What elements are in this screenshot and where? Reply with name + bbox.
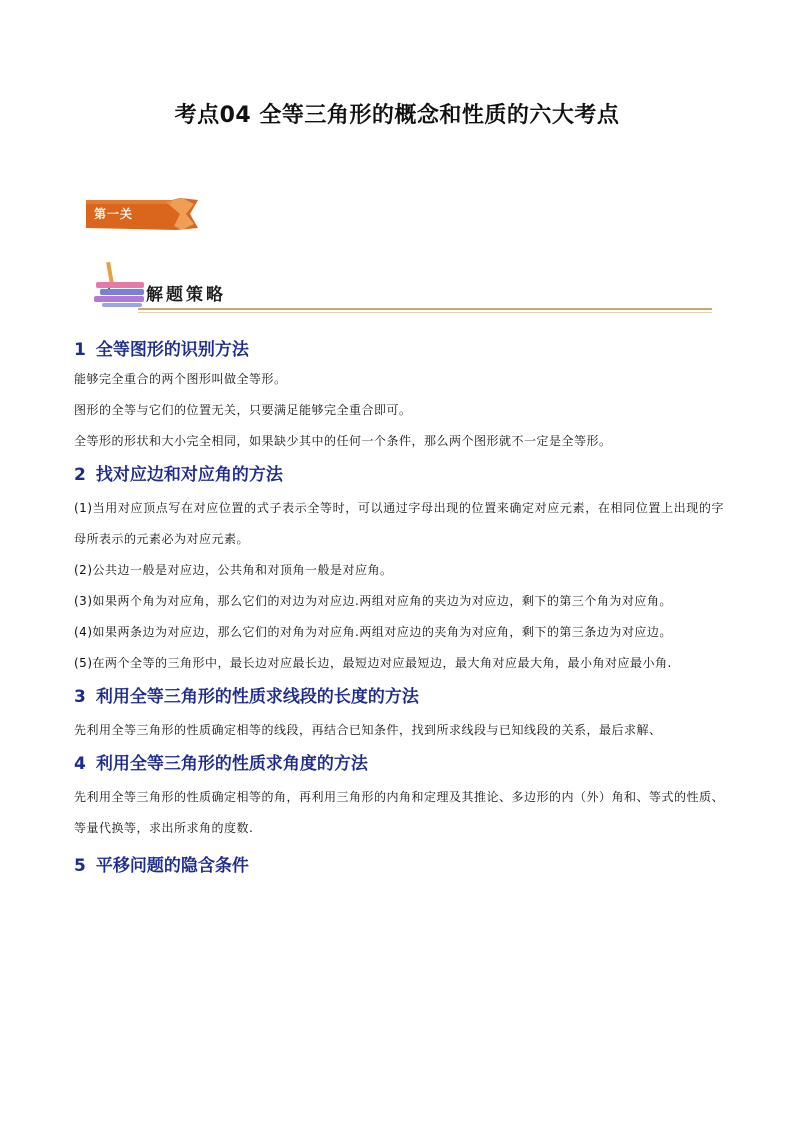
section-1 <box>74 336 724 457</box>
banner-label: 第一关 <box>94 207 134 221</box>
paragraph: 先利用全等三角形的性质确定相等的线段，再结合已知条件，找到所求线段与已知线段的关系，最后求解、 <box>74 723 662 737</box>
section-2 <box>74 461 724 679</box>
section-heading <box>74 683 724 711</box>
paragraph: (5)在两个全等的三角形中，最长边对应最长边，最短边对应最短边，最大角对应最大角，最小角对应最小角. <box>74 656 672 670</box>
section-3 <box>74 683 724 746</box>
section-heading <box>74 750 724 778</box>
section-title: 利用全等三角形的性质求角度的方法 <box>95 754 368 774</box>
strategy-label: 解题策略 <box>146 285 226 305</box>
paragraph: (1)当用对应顶点写在对应位置的式子表示全等时，可以通过字母出现的位置来确定对应元素，在相同位置上出现的字母所表示的元素必为对应元素。 <box>74 501 724 546</box>
paragraph: (3)如果两个角为对应角，那么它们的对边为对应边.两组对应角的夹边为对应边，剩下的第三个角为对应角。 <box>74 594 672 608</box>
section-title: 利用全等三角形的性质求线段的长度的方法 <box>95 687 419 707</box>
section-number: 4 <box>74 754 86 774</box>
strategy-underline <box>138 308 712 310</box>
section-number: 1 <box>74 340 86 360</box>
content <box>74 336 724 880</box>
section-number: 3 <box>74 687 86 707</box>
section-heading <box>74 852 724 880</box>
section-title: 平移问题的隐含条件 <box>95 856 249 876</box>
paragraph: (2)公共边一般是对应边，公共角和对顶角一般是对应角。 <box>74 563 393 577</box>
section-heading <box>74 461 724 489</box>
paragraph: 图形的全等与它们的位置无关，只要满足能够完全重合即可。 <box>74 403 412 417</box>
stage-banner <box>86 198 198 230</box>
section-title: 全等图形的识别方法 <box>95 340 249 360</box>
section-number: 2 <box>74 465 86 485</box>
paragraph: 先利用全等三角形的性质确定相等的角，再利用三角形的内角和定理及其推论、多边形的内（外）角和、等式的性质、等量代换等，求出所求角的度数. <box>74 790 725 835</box>
section-title: 找对应边和对应角的方法 <box>95 465 283 485</box>
strategy-header <box>94 260 714 312</box>
section-heading <box>74 336 724 364</box>
strategy-underline-thin <box>138 312 712 313</box>
section-5 <box>74 852 724 880</box>
paragraph: 全等形的形状和大小完全相同，如果缺少其中的任何一个条件，那么两个图形就不一定是全等形。 <box>74 434 612 448</box>
section-number: 5 <box>74 856 86 876</box>
paragraph: 能够完全重合的两个图形叫做全等形。 <box>74 372 287 386</box>
section-4 <box>74 750 724 844</box>
page-title: 考点04 全等三角形的概念和性质的六大考点 <box>174 103 620 128</box>
paragraph: (4)如果两条边为对应边，那么它们的对角为对应角.两组对应边的夹角为对应角，剩下的第三条边为对应边。 <box>74 625 672 639</box>
books-pencil-icon <box>94 260 150 308</box>
